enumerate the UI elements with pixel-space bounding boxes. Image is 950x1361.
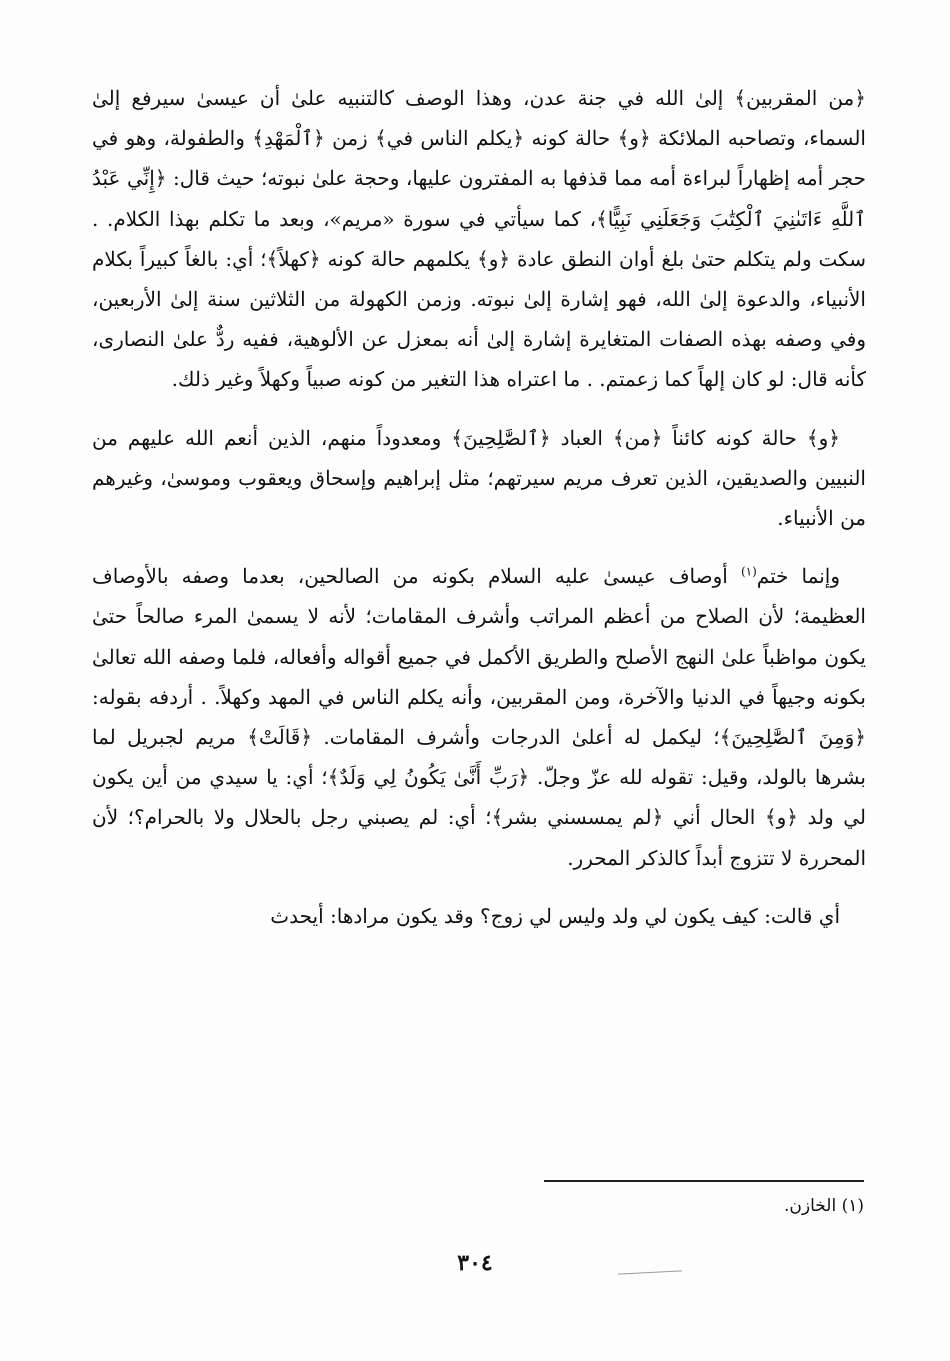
paragraph-1: ﴿من المقربين﴾ إلىٰ الله في جنة عدن، وهذا الوصف كالتنبيه علىٰ أن عيسىٰ سيرفع إلىٰ السماء، وتصاحبه الملائكة ﴿و﴾ حالة كونه ﴿يكلم الناس في﴾ زمن ﴿ٱلْمَهْدِ﴾ والطفولة، وهو في حجر أمه إظهاراً لبراءة أمه مما قذفها به المفترون عليها، وحجة علىٰ نبوته؛ حيث قال: ﴿إِنِّي عَبْدُ ٱللَّهِ ءَاتَىٰنِيَ ٱلْكِتَٰبَ وَجَعَلَنِي نَبِيًّا﴾، كما سيأتي في سورة «مريم»، وبعد ما تكلم بهذا الكلام. . سكت ولم يتكلم حتىٰ بلغ أوان النطق عادة ﴿و﴾ يكلمهم حالة كونه ﴿كهلاً﴾؛ أي: بالغاً كبيراً بكلام الأنبياء، والدعوة إلىٰ الله، فهو إشارة إلىٰ نبوته. وزمن الكهولة من الثلاثين سنة إلىٰ الأربعين، وفي وصفه بهذه الصفات المتغايرة إشارة إلىٰ أنه بمعزل عن الألوهية، ففيه ردٌّ علىٰ النصارى، كأنه قال: لو كان إلهاً كما زعمتم. . ما اعتراه هذا التغير من كونه صبياً وكهلاً وغير ذلك.: [92, 86, 866, 392]
paragraph-3-start: وإنما ختم: [756, 564, 840, 589]
paragraph-gap: [92, 878, 866, 896]
footnote-separator: [544, 1180, 864, 1182]
paragraph-4: أي قالت: كيف يكون لي ولد وليس لي زوج؟ وقد يكون مرادها: أيحدث: [270, 903, 840, 928]
paragraph-3-rest: أوصاف عيسىٰ عليه السلام بكونه من الصالحين، بعدما وصفه بالأوصاف العظيمة؛ لأن الصلاح من أعظم المراتب وأشرف المقامات؛ لأنه لا يسمىٰ المرء صالحاً حتىٰ يكون مواظباً علىٰ النهج الأصلح والطريق الأكمل في جميع أقواله وأفعاله، فلما وصفه الله تعالىٰ بكونه وجيهاً في الدنيا والآخرة، ومن المقربين، وأنه يكلم الناس في المهد وكهلاً. . أردفه بقوله: ﴿وَمِنَ ٱلصَّٰلِحِينَ﴾؛ ليكمل له أعلىٰ الدرجات وأشرف المقامات. ﴿قَالَتْ﴾ مريم لجبريل لما بشرها بالولد، وقيل: تقوله لله عزّ وجلّ. ﴿رَبِّ أَنَّىٰ يَكُونُ لِي وَلَدٌ﴾؛ أي: يا سيدي من أين يكون لي ولد ﴿و﴾ الحال أني ﴿لم يمسسني بشر﴾؛ أي: لم يصبني رجل بالحلال ولا بالحرام؟؛ لأن المحررة لا تتزوج أبداً كالذكر المحرر.: [92, 564, 866, 870]
page-number: ٣٠٤: [457, 1250, 493, 1276]
paragraph-3: [92, 556, 866, 878]
paragraph-2: ﴿و﴾ حالة كونه كائناً ﴿من﴾ العباد ﴿ٱلصَّٰلِحِينَ﴾ ومعدوداً منهم، الذين أنعم الله عليهم من النبيين والصديقين، الذين تعرف مريم سيرتهم؛ مثل إبراهيم وإسحاق ويعقوب وموسىٰ، وغيرهم من الأنبياء.: [92, 425, 866, 531]
footnote-reference[interactable]: (١): [740, 564, 757, 579]
paragraph-gap: [92, 400, 866, 418]
footnote-marker: (١): [841, 1196, 864, 1216]
main-text: [92, 78, 866, 936]
footnote-text: الخازن.: [784, 1196, 837, 1216]
paragraph-gap: [92, 538, 866, 556]
footnote: [784, 1192, 864, 1220]
